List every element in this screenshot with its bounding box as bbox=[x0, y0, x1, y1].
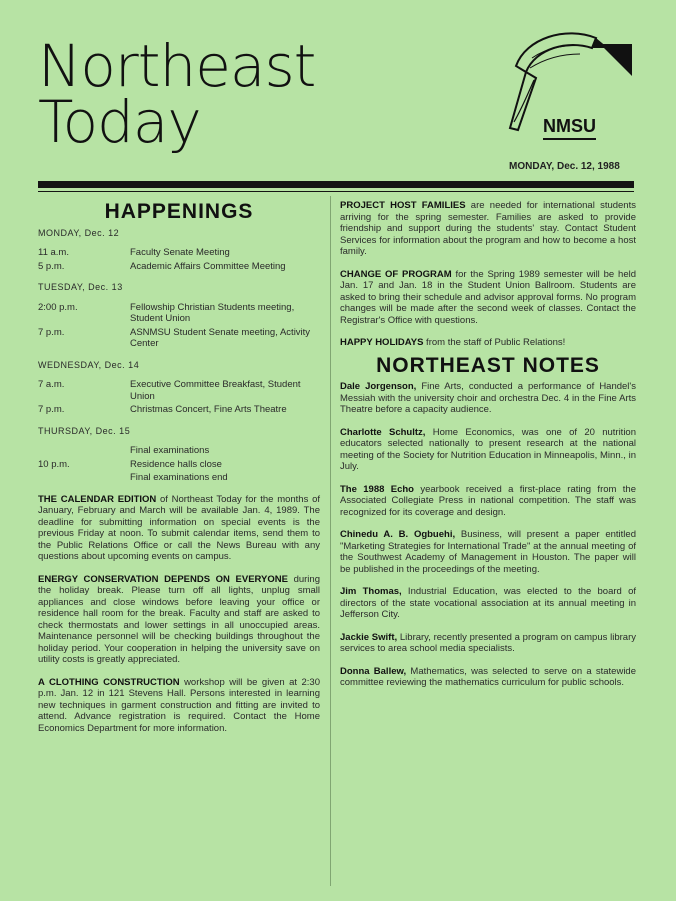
event-description: Faculty Senate Meeting bbox=[130, 247, 230, 258]
day-block-monday bbox=[38, 228, 320, 273]
event-row bbox=[38, 472, 320, 484]
paragraph-lead: A CLOTHING CONSTRUCTION bbox=[38, 676, 180, 688]
paragraph-text: from the staff of Public Relations! bbox=[423, 337, 566, 348]
paragraph-text: during the holiday break. Please turn off all lights, unplug small appliances and close windows before leaving your office or residence hall room for the break. Faculty and staff are asked to check thermostats and lower settings in all unoccupied areas. Maintenance personnel will be checking buildings throughout the holiday period. Your cooperation in helping the university save on utility costs is greatly appreciated. bbox=[38, 573, 320, 665]
event-description: Executive Committee Breakfast, Student Union bbox=[130, 379, 301, 402]
note-lead: Charlotte Schultz, bbox=[340, 426, 426, 438]
event-description: Final examinations end bbox=[130, 472, 228, 483]
announcement-paragraph bbox=[340, 337, 636, 349]
note-item bbox=[340, 586, 636, 621]
note-text: Mathematics, was selected to serve on a statewide committee reviewing the mathematics curriculum for public schools. bbox=[340, 665, 636, 688]
paragraph-lead: HAPPY HOLIDAYS bbox=[340, 337, 424, 348]
notes-heading: NORTHEAST NOTES bbox=[376, 353, 600, 377]
event-description: ASNMSU Student Senate meeting, Activity Center bbox=[130, 326, 311, 349]
event-time: 2:00 p.m. bbox=[38, 301, 78, 313]
day-label: TUESDAY, Dec. 13 bbox=[38, 282, 123, 292]
event-time: 11 a.m. bbox=[38, 247, 69, 258]
paragraph-text: workshop will be given at 2:30 p.m. Jan. 12 in 121 Stevens Hall. Persons interested in learning new techniques in garment construction and fitting are invited to attend. Advance registration is required. Contact the Home Economics Department for more information. bbox=[38, 676, 320, 734]
note-lead: Jackie Swift, bbox=[340, 631, 398, 643]
paragraph-lead: PROJECT HOST FAMILIES bbox=[340, 200, 466, 211]
note-lead: Donna Ballew, bbox=[340, 665, 407, 677]
announcement-paragraph bbox=[38, 677, 320, 735]
paragraph-lead: THE CALENDAR EDITION bbox=[38, 493, 157, 505]
event-description: Fellowship Christian Students meeting, Student Union bbox=[130, 301, 295, 324]
paragraph-lead: CHANGE OF PROGRAM bbox=[340, 268, 452, 280]
event-row bbox=[38, 302, 320, 325]
note-item bbox=[340, 381, 636, 416]
note-text: Fine Arts, conducted a performance of Handel's Messiah with the university choir and orchestra Dec. 4 in the Fine Arts Theatre before a capacity audience. bbox=[340, 381, 636, 415]
happenings-heading: HAPPENINGS bbox=[104, 200, 254, 223]
day-block-tuesday bbox=[38, 282, 320, 350]
note-item bbox=[340, 666, 636, 689]
event-time: 5 p.m. bbox=[38, 260, 65, 272]
masthead-title-line1: Northeast bbox=[38, 32, 316, 100]
event-time: 7 a.m. bbox=[38, 379, 65, 390]
event-time: 7 p.m. bbox=[38, 326, 65, 338]
left-column bbox=[38, 202, 320, 745]
day-label: WEDNESDAY, Dec. 14 bbox=[38, 359, 140, 370]
masthead-rule-thick bbox=[38, 181, 634, 188]
note-lead: Chinedu A. B. Ogbuehi, bbox=[340, 529, 456, 540]
paragraph-text: of Northeast Today for the months of January, February and March will be available Jan. 4, 1989. The deadline for submitting information on special events is the previous Friday at noon. To submit calendar items, send them to the Public Relations Office or call the News Bureau with any questions about upcoming events on campus. bbox=[38, 493, 320, 562]
note-lead: The 1988 Echo bbox=[340, 483, 414, 495]
note-text: yearbook received a first-place rating from the Associated Collegiate Press in national competition. The staff was recognized for its coverage and design. bbox=[340, 483, 636, 518]
day-label: THURSDAY, Dec. 15 bbox=[38, 425, 131, 436]
event-row bbox=[38, 247, 320, 259]
event-row bbox=[38, 459, 320, 471]
note-item bbox=[340, 632, 636, 655]
event-time: 10 p.m. bbox=[38, 458, 70, 470]
masthead-title-line2: Today bbox=[38, 88, 201, 156]
announcement-paragraph bbox=[340, 269, 636, 327]
announcement-paragraph bbox=[38, 574, 320, 666]
note-text: Library, recently presented a program on campus library services to area school media specialists. bbox=[340, 631, 636, 654]
event-time: 7 p.m. bbox=[38, 404, 65, 415]
note-text: Business, will present a paper entitled "Marketing Strategies for International Trade" at the annual meeting of the Southwest Academy of Management in Houston. The paper will be published in the proceedings of the meeting. bbox=[340, 529, 636, 575]
note-item bbox=[340, 427, 636, 473]
paragraph-text: are needed for international students arriving for the spring semester. Families are asked to provide friendship and support during the students' stay. Contact Student Services for information about the program and how to become a host family. bbox=[340, 200, 636, 257]
announcement-paragraph bbox=[38, 494, 320, 563]
event-description: Academic Affairs Committee Meeting bbox=[130, 260, 286, 272]
masthead-title bbox=[38, 32, 316, 156]
right-column bbox=[340, 200, 636, 700]
event-row bbox=[38, 445, 320, 457]
note-text: Industrial Education, was elected to the board of directors of the state vocational association at its annual meeting in Jefferson City. bbox=[340, 586, 636, 620]
note-item bbox=[340, 484, 636, 519]
event-time bbox=[38, 472, 130, 484]
day-block-thursday bbox=[38, 426, 320, 484]
issue-date: MONDAY, Dec. 12, 1988 bbox=[509, 161, 620, 172]
paragraph-lead: ENERGY CONSERVATION DEPENDS ON EVERYONE bbox=[38, 573, 288, 585]
note-item bbox=[340, 529, 636, 575]
day-label: MONDAY, Dec. 12 bbox=[38, 227, 120, 238]
event-row bbox=[38, 261, 320, 273]
day-block-wednesday bbox=[38, 360, 320, 416]
note-text: Home Economics, was one of 20 nutrition educators selected nationally to present research at the national meeting of the Society for Nutrition Education in Minneapolis, Minn., in July. bbox=[340, 426, 636, 472]
note-lead: Jim Thomas, bbox=[340, 586, 402, 597]
event-description: Christmas Concert, Fine Arts Theatre bbox=[130, 404, 287, 415]
announcement-paragraph bbox=[340, 200, 636, 258]
column-divider bbox=[330, 196, 331, 886]
event-row bbox=[38, 327, 320, 350]
event-description: Final examinations bbox=[130, 445, 210, 456]
event-time bbox=[38, 445, 130, 457]
masthead-rule-thin bbox=[38, 191, 634, 192]
event-description: Residence halls close bbox=[130, 458, 222, 470]
logo-wordmark: NMSU bbox=[543, 116, 596, 140]
paragraph-text: for the Spring 1989 semester will be held Jan. 17 and Jan. 18 in the Student Union Ballroom. Students are asked to bring their schedule and advisor approval forms. No program changes will be made after the second week of classes. Contact the Registrar's Office with questions. bbox=[340, 268, 636, 326]
note-lead: Dale Jorgenson, bbox=[340, 381, 417, 392]
event-row bbox=[38, 379, 320, 402]
event-row bbox=[38, 404, 320, 416]
